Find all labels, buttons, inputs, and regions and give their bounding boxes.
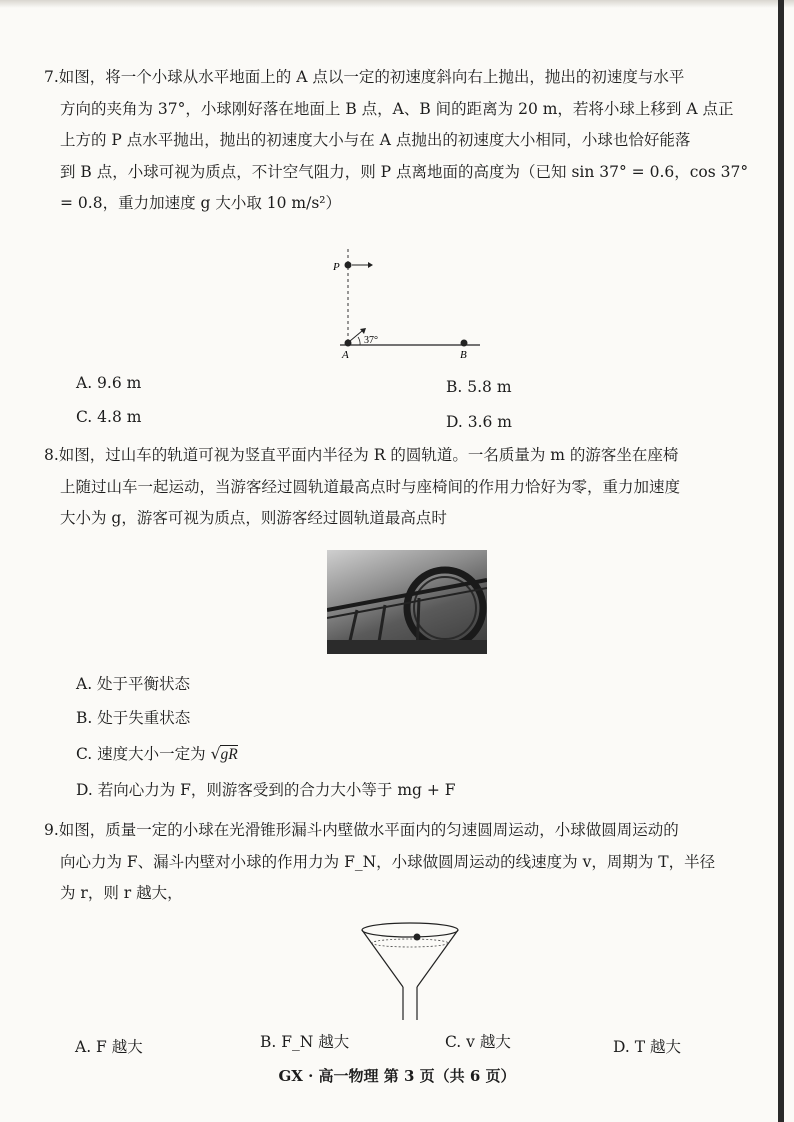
- question-number: 9.: [44, 821, 59, 839]
- option-b: B. F_N 越大: [260, 1033, 350, 1051]
- option-b: B. 处于失重状态: [76, 709, 191, 727]
- question-text-line: 上方的 P 点水平抛出，抛出的初速度大小与在 A 点抛出的初速度大小相同，小球也恰好能落: [60, 131, 691, 149]
- question-text-line: 如图，质量一定的小球在光滑锥形漏斗内壁做水平面内的匀速圆周运动，小球做圆周运动的: [58, 821, 679, 839]
- option-a: A. 9.6 m: [76, 374, 142, 392]
- scan-border: [778, 0, 784, 1122]
- option-c: [76, 742, 238, 764]
- question-8: [44, 440, 720, 535]
- sqrt-radicand: gR: [220, 746, 238, 763]
- question-text-line: 如图，将一个小球从水平地面上的 A 点以一定的初速度斜向右上抛出，抛出的初速度与水平: [58, 68, 685, 86]
- page-footer: GX · 高一物理 第 3 页（共 6 页）: [278, 1067, 516, 1085]
- label-a: A: [342, 349, 349, 360]
- question-text-line: 大小为 g，游客可视为质点，则游客经过圆轨道最高点时: [60, 509, 447, 527]
- question-number: 7.: [44, 68, 59, 86]
- sqrt-symbol: √: [210, 745, 221, 763]
- projectile-diagram: [320, 245, 490, 360]
- option-b: B. 5.8 m: [446, 378, 512, 396]
- question-text-line: 方向的夹角为 37°，小球刚好落在地面上 B 点，A、B 间的距离为 20 m，若将小球上移到 A 点正: [60, 99, 734, 118]
- option-d: D. 3.6 m: [446, 413, 513, 431]
- label-p: P: [333, 261, 340, 273]
- option-d: D. T 越大: [613, 1038, 681, 1056]
- option-a: A. 处于平衡状态: [76, 675, 191, 693]
- funnel-diagram: [355, 915, 465, 1025]
- question-text-line: 如图，过山车的轨道可视为竖直平面内半径为 R 的圆轨道。一名质量为 m 的游客坐在座椅: [58, 446, 679, 464]
- question-text-line: = 0.8，重力加速度 g 大小取 10 m/s²）: [60, 194, 342, 212]
- question-text-line: 向心力为 F、漏斗内壁对小球的作用力为 F_N，小球做圆周运动的线速度为 v，周期为 T，半径: [60, 852, 716, 871]
- roller-coaster-photo: [327, 550, 487, 654]
- question-text-line: 为 r，则 r 越大，: [60, 884, 183, 902]
- option-a: A. F 越大: [75, 1038, 143, 1056]
- label-b: B: [460, 349, 467, 360]
- option-c: C. v 越大: [445, 1033, 511, 1051]
- question-text-line: 上随过山车一起运动，当游客经过圆轨道最高点时与座椅间的作用力恰好为零，重力加速度: [60, 477, 681, 496]
- question-text-line: 到 B 点，小球可视为质点，不计空气阻力，则 P 点离地面的高度为（已知 sin 37° = 0.6，cos 37°: [60, 162, 749, 181]
- option-c-text: C. 速度大小一定为: [76, 745, 211, 763]
- label-angle: 37°: [364, 335, 378, 346]
- question-9: [44, 815, 720, 910]
- question-7: [44, 62, 749, 220]
- option-c: C. 4.8 m: [76, 408, 142, 426]
- option-d: D. 若向心力为 F，则游客受到的合力大小等于 mg + F: [76, 781, 456, 799]
- question-number: 8.: [44, 446, 59, 464]
- scan-edge: [0, 0, 794, 8]
